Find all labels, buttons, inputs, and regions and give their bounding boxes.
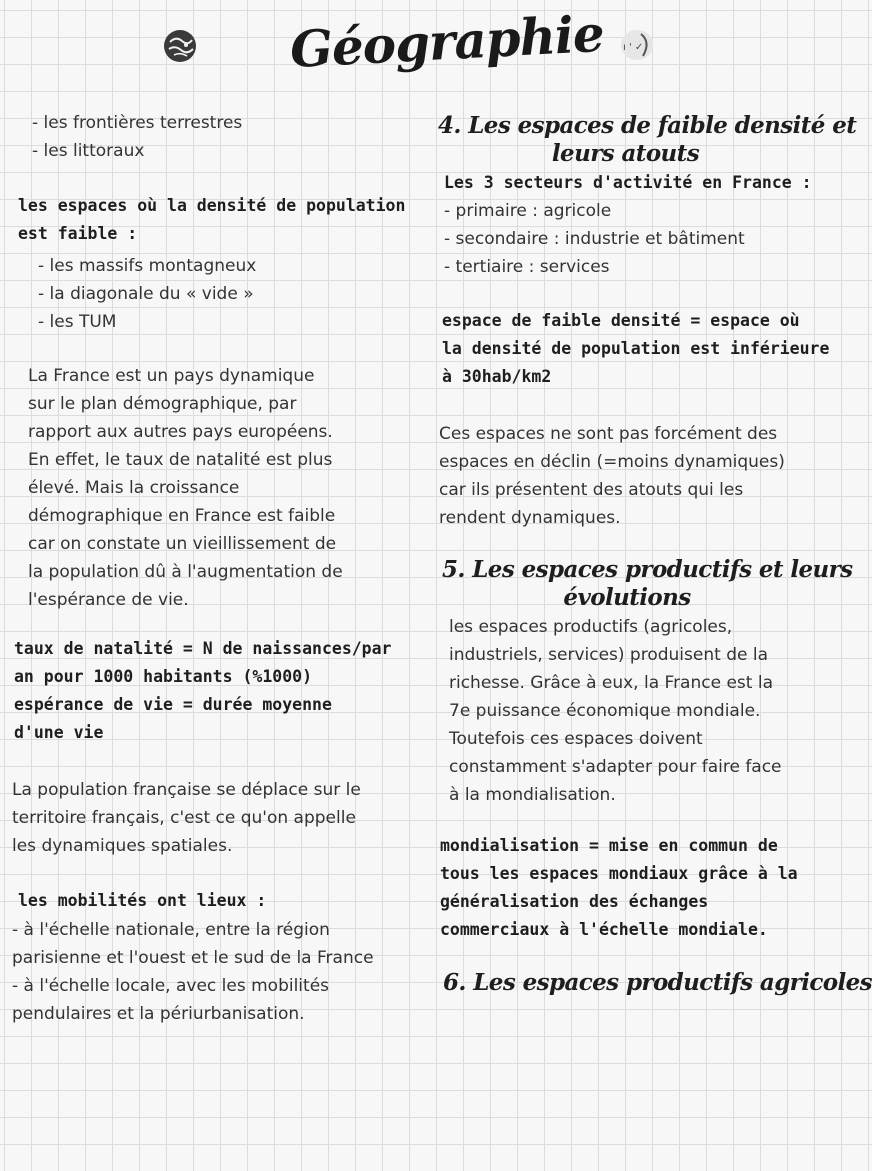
productifs-paragraph: les espaces productifs (agricoles, industriels, services) produisent de la richesse. Grâce à eux, la France est la 7e puissance économique mondiale. Toutefois ces espaces doivent constamment s'adapter pour faire face à la mondialisation.: [449, 617, 782, 805]
secteurs-list: [444, 197, 745, 281]
definitions-block: taux de natalité = N de naissances/par an pour 1000 habitants (%1000) espérance de vie = durée moyenne d'une vie: [14, 639, 392, 742]
list-item: - les littoraux: [32, 141, 145, 161]
list-item: - les massifs montagneux: [38, 256, 257, 276]
svg-text:ı ' ✓: ı ' ✓: [623, 42, 644, 53]
page-title: Géographie: [288, 3, 606, 80]
list-item: - primaire : agricole: [444, 201, 612, 221]
list-item: - secondaire : industrie et bâtiment: [444, 229, 745, 249]
doodle-sticker-icon: [615, 28, 655, 62]
doodle-ball-icon: [162, 28, 198, 64]
section-6-title: 6. Les espaces productifs agricoles: [443, 969, 872, 996]
secteurs-heading: Les 3 secteurs d'activité en France :: [444, 173, 812, 192]
declin-paragraph: Ces espaces ne sont pas forcément des espaces en déclin (=moins dynamiques) car ils présentent des atouts qui les rendent dynamiques.: [439, 424, 785, 528]
faible-densite-list: [38, 252, 256, 336]
mobilites-heading: les mobilités ont lieux :: [18, 891, 267, 910]
list-item: - les frontières terrestres: [32, 113, 243, 133]
list-item: - les TUM: [38, 312, 117, 332]
deplacement-paragraph: La population française se déplace sur le territoire français, c'est ce qu'on appelle les dynamiques spatiales.: [12, 780, 361, 856]
faible-densite-definition: espace de faible densité = espace où la densité de population est inférieure à 30hab/km2: [442, 311, 830, 386]
section-4-title: 4. Les espaces de faible densité et leurs atouts: [438, 112, 857, 167]
mondialisation-definition: mondialisation = mise en commun de tous les espaces mondiaux grâce à la généralisation des échanges commerciaux à l'échelle mondiale.: [440, 836, 798, 939]
list-item: - tertiaire : services: [444, 257, 610, 277]
dynamique-paragraph: La France est un pays dynamique sur le plan démographique, par rapport aux autres pays européens. En effet, le taux de natalité est plus élevé. Mais la croissance démographique en France est faible car on constate un vieillissement de la population dû à l'augmentation de l'espérance de vie.: [28, 366, 343, 610]
list-item: - la diagonale du « vide »: [38, 284, 254, 304]
faible-densite-heading: les espaces où la densité de population est faible :: [18, 196, 406, 243]
frontieres-list: [32, 109, 242, 165]
section-5-title: 5. Les espaces productifs et leurs évolutions: [442, 556, 853, 611]
mobilites-text: - à l'échelle nationale, entre la région parisienne et l'ouest et le sud de la France - à l'échelle locale, avec les mobilités pendulaires et la périurbanisation.: [12, 920, 374, 1024]
